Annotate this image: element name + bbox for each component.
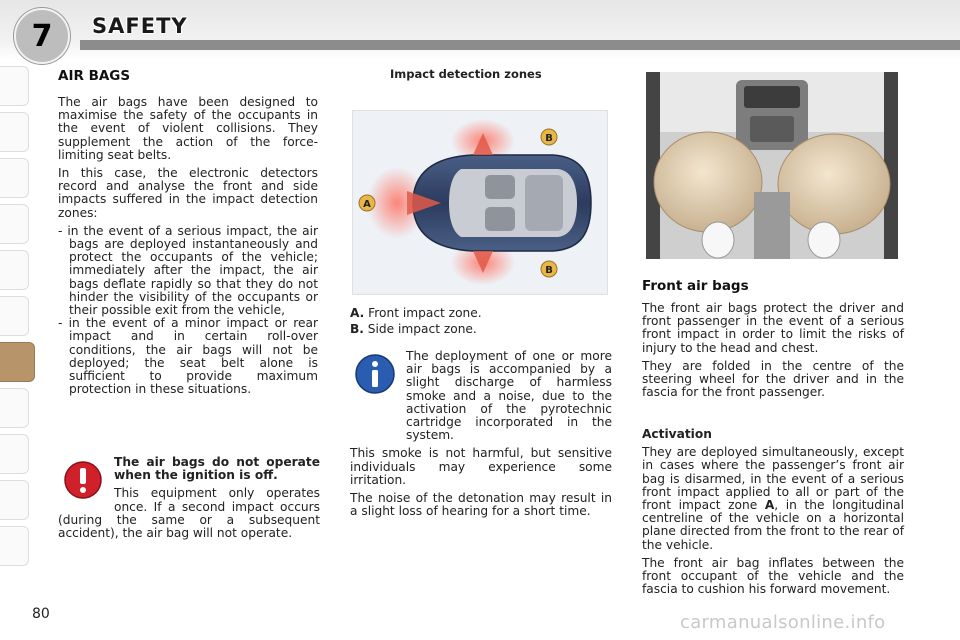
- warning-text: This equipment only operates once. If a second impact occurs (during the same or a subsequent accident), the air bag will not operate.: [58, 486, 320, 541]
- legend-item: A. Front impact zone.: [350, 306, 482, 320]
- chapter-tab[interactable]: [0, 204, 29, 244]
- activation-section: [642, 428, 904, 601]
- chapter-tab[interactable]: [0, 296, 29, 336]
- warning-title: The air bags do not operate when the ignition is off.: [114, 455, 320, 483]
- zone-b-marker-bottom: [541, 261, 557, 277]
- chapter-tab-active[interactable]: [0, 342, 35, 382]
- chapter-tab[interactable]: [0, 250, 29, 290]
- paragraph: They are deployed simultaneously, except in cases where the passenger’s front air bag is disarmed, in the event of a serious front impact applied to all or part of the front impact zone A, in the longitudinal centreline of the vehicle on a horizontal plane directed from the front to the rear of the vehicle.: [642, 445, 904, 552]
- front-airbags-section: [642, 278, 904, 404]
- svg-text:A: A: [363, 199, 371, 210]
- chapter-badge: [14, 8, 70, 64]
- front-airbags-photo: [646, 72, 898, 259]
- legend-item: B. Side impact zone.: [350, 322, 477, 336]
- paragraph: The front air bags protect the driver and front passenger in the event of a serious front impact in order to limit the risks of injury to the head and chest.: [642, 301, 904, 355]
- chapter-tab[interactable]: [0, 388, 29, 428]
- chapter-tab[interactable]: [0, 112, 29, 152]
- chapter-tab[interactable]: [0, 434, 29, 474]
- watermark: carmanualsonline.info: [680, 612, 886, 633]
- info-block: [350, 350, 612, 523]
- page-number: 80: [32, 606, 50, 622]
- paragraph: The noise of the detonation may result in a slight loss of hearing for a short time.: [350, 491, 612, 519]
- figure-legend: [350, 305, 610, 337]
- impact-zones-figure: [352, 110, 608, 295]
- paragraph: The deployment of one or more air bags is accompanied by a slight discharge of harmless smoke and a noise, due to the activation of the pyrotechnic cartridge incorporated in the system.: [406, 349, 612, 443]
- header-stripe: [80, 40, 960, 50]
- paragraph: The air bags have been designed to maximise the safety of the occupants in the event of violent collisions. They supplement the action of the force-limiting seat belts.: [58, 95, 318, 162]
- svg-text:B: B: [545, 265, 553, 276]
- section-title: AIR BAGS: [58, 68, 131, 84]
- subsection-title: Activation: [642, 427, 712, 441]
- section-title: Front air bags: [642, 278, 749, 294]
- info-icon: [350, 350, 400, 398]
- svg-text:B: B: [545, 133, 553, 144]
- warning-exclamation-icon: [58, 456, 108, 504]
- paragraph: The front air bag inflates between the front occupant of the vehicle and the fascia to cushion his forward movement.: [642, 555, 904, 597]
- chapter-tab[interactable]: [0, 66, 29, 106]
- figure-title: Impact detection zones: [390, 67, 542, 81]
- list-item: - in the event of a minor impact or rear impact and in certain roll-over conditions, the air bags will not be deployed; the seat belt alone is sufficient to provide maximum protection in these situations.: [58, 316, 318, 397]
- paragraph: In this case, the electronic detectors record and analyse the front and side impacts suffered in the impact detection zones:: [58, 166, 318, 220]
- chapter-tab[interactable]: [0, 480, 29, 520]
- zone-b-marker-top: [541, 129, 557, 145]
- cabin-airbags-illustration: [646, 72, 898, 259]
- chapter-tabs: [0, 66, 32, 576]
- chapter-tab[interactable]: [0, 526, 29, 566]
- chapter-title: SAFETY: [92, 14, 188, 38]
- paragraph: They are folded in the centre of the steering wheel for the driver and in the fascia for the front passenger.: [642, 358, 904, 400]
- zone-a-marker: [359, 195, 375, 211]
- airbags-section: [58, 68, 318, 396]
- warning-block: [58, 456, 320, 545]
- deployment-list: [58, 225, 318, 397]
- paragraph: This smoke is not harmful, but sensitive individuals may experience some irritation.: [350, 446, 612, 487]
- list-item: - in the event of a serious impact, the air bags are deployed instantaneously and protect the occupants of the vehicle; immediately after the impact, the air bags deflate rapidly so that they do not hinder the visibility of the occupants or their possible exit from the vehicle,: [58, 223, 318, 318]
- chapter-number: 7: [31, 18, 53, 54]
- car-top-view-illustration: [353, 111, 607, 294]
- chapter-tab[interactable]: [0, 158, 29, 198]
